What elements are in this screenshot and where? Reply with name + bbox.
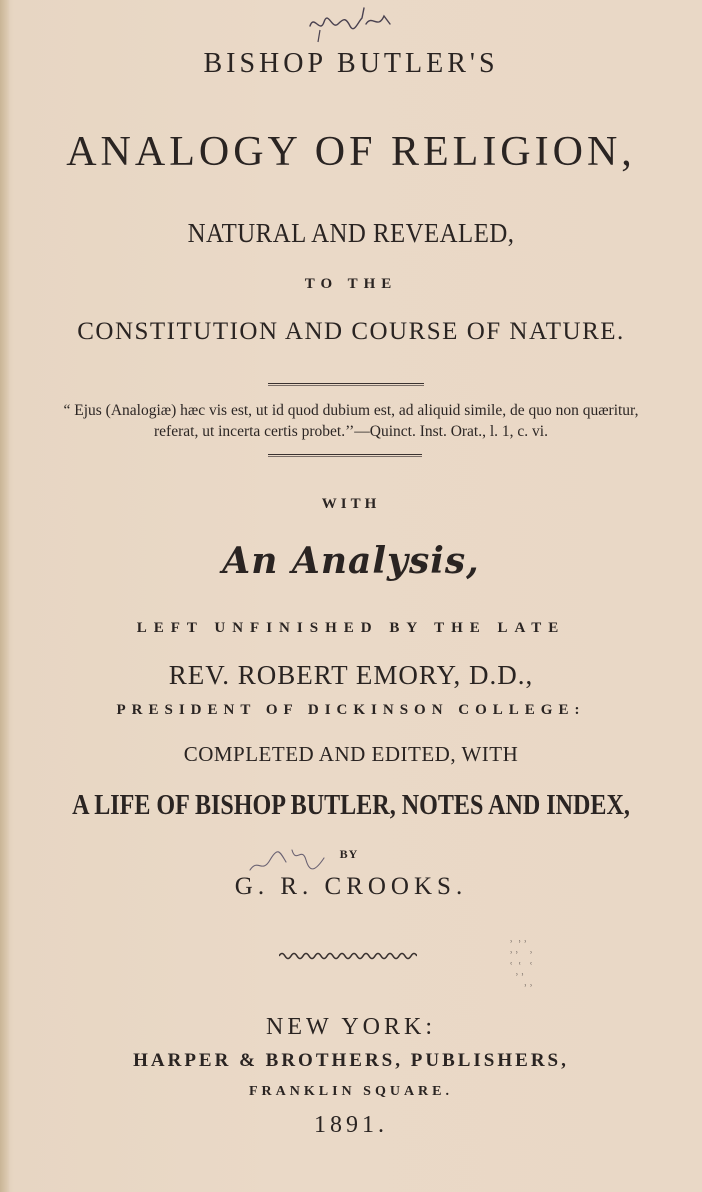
president-line: PRESIDENT OF DICKINSON COLLEGE: xyxy=(116,702,586,718)
analysis-heading: An Analysis, xyxy=(222,540,480,582)
left-unfinished-line: LEFT UNFINISHED BY THE LATE xyxy=(136,620,566,636)
epigraph: “ Ejus (Analogiæ) hæc vis est, ut id quod dubium est, ad aliquid simile, de quo non quæritur, referat, ut incerta certis probet.’’—Quinct. Inst. Orat., l. 1, c. vi. xyxy=(63,402,639,440)
library-stamp-marks: ʾ ʾ ʾ ʾ ʾ ʾ ʿ ʿ ʿ ʾ ʾ ʾ ʾ xyxy=(510,940,533,994)
title-line-5: CONSTITUTION AND COURSE OF NATURE. xyxy=(77,318,625,345)
with-label: WITH xyxy=(321,496,381,512)
handwritten-signature xyxy=(300,4,400,44)
author-name: REV. ROBERT EMORY, D.D., xyxy=(168,660,534,690)
life-line: A LIFE OF BISHOP BUTLER, NOTES AND INDEX, xyxy=(72,790,630,821)
imprint-address: FRANKLIN SQUARE. xyxy=(248,1084,453,1099)
divider-bottom xyxy=(268,454,422,455)
by-label: BY xyxy=(339,847,359,861)
title-line-3: NATURAL AND REVEALED, xyxy=(187,218,515,248)
title-line-1: BISHOP BUTLER'S xyxy=(203,48,499,79)
title-line-4: TO THE xyxy=(304,276,398,292)
imprint-year: 1891. xyxy=(314,1112,388,1138)
completed-line: COMPLETED AND EDITED, WITH xyxy=(183,742,519,766)
editor-name: G. R. CROOKS. xyxy=(234,873,468,900)
wavy-ornament xyxy=(279,950,417,962)
title-line-2: ANALOGY OF RELIGION, xyxy=(66,129,636,175)
imprint-city: NEW YORK: xyxy=(266,1014,436,1040)
imprint-publisher: HARPER & BROTHERS, PUBLISHERS, xyxy=(133,1050,569,1071)
divider-top xyxy=(268,383,424,384)
